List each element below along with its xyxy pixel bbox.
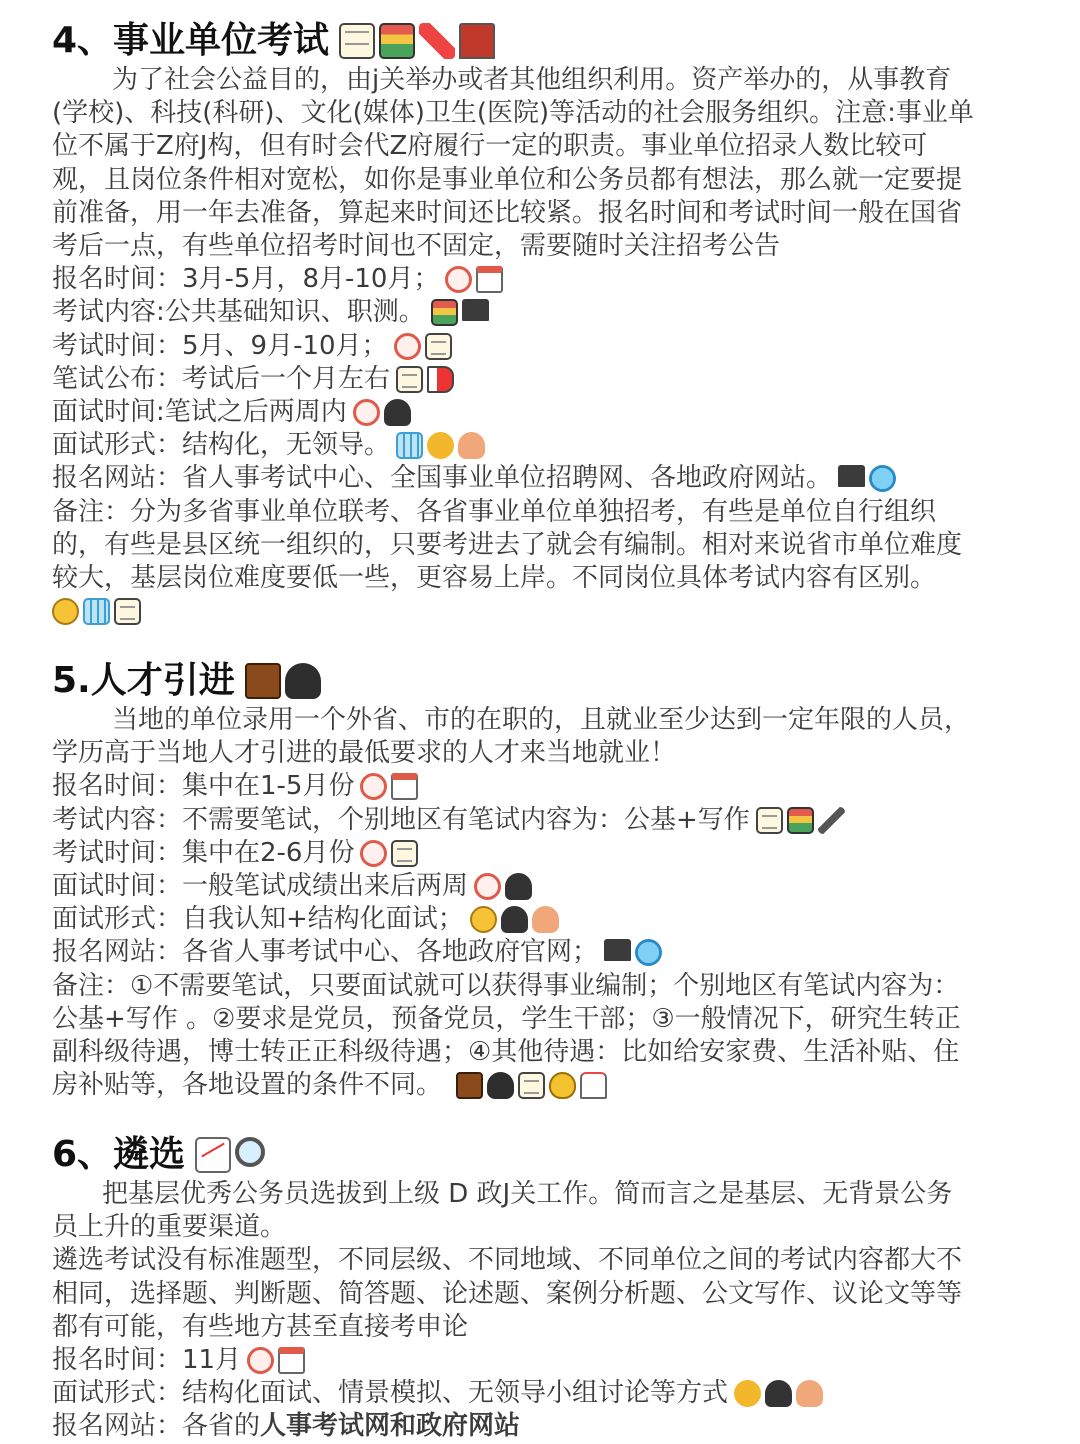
house-icon	[580, 1072, 607, 1099]
laptop-icon	[462, 299, 489, 321]
info-item: 面试形式：结构化，无领导。	[52, 429, 1030, 462]
intro-line: 位不属于Z府J构，但有时会代Z府履行一定的职责。事业单位招录人数比较可	[52, 131, 928, 162]
body-line: 都有可能，有些地方甚至直接考申论	[52, 1311, 469, 1342]
detective-icon	[765, 1380, 792, 1407]
woman-gesturing-icon	[532, 906, 559, 933]
info-item: 面试形式：结构化面试、情景模拟、无领导小组讨论等方式	[52, 1377, 1030, 1410]
books-icon	[379, 23, 415, 59]
alarm-clock-icon	[474, 873, 501, 900]
detective-icon	[505, 873, 532, 900]
memo-icon	[425, 333, 452, 360]
intro-line: (学校)、科技(科研)、文化(媒体)卫生(医院)等活动的社会服务组织。注意:事业单	[52, 98, 974, 129]
books-icon	[787, 807, 814, 834]
info-item: 笔试公布：考试后一个月左右	[52, 363, 1030, 396]
briefcase-icon	[456, 1072, 483, 1099]
school-icon	[459, 23, 495, 59]
section-title-text: 5.人才引进	[52, 660, 235, 701]
calendar-icon	[278, 1347, 305, 1374]
alarm-clock-icon	[247, 1347, 274, 1374]
section-title	[52, 658, 1030, 704]
syringe-icon	[419, 23, 455, 59]
info-item: 考试时间：5月、9月-10月；	[52, 330, 1030, 363]
note-icons-line	[52, 595, 1030, 628]
body-line: 遴选考试没有标准题型，不同层级、不同地域、不同单位之间的考试内容都大不	[52, 1245, 963, 1276]
alarm-clock-icon	[445, 266, 472, 293]
info-item: 考试内容：不需要笔试，个别地区有笔试内容为：公基+写作	[52, 804, 1030, 837]
intro-line: 当地的单位录用一个外省、市的在职的，且就业至少达到一定年限的人员，	[112, 705, 971, 735]
woman-gesturing-icon	[458, 432, 485, 459]
alarm-clock-icon	[394, 333, 421, 360]
note-line: 备注：①不需要笔试，只要面试就可以获得事业编制；个别地区有笔试内容为：	[52, 970, 960, 1001]
magnifying-glass-icon	[235, 1137, 265, 1167]
alarm-clock-icon	[360, 773, 387, 800]
chart-increasing-icon	[195, 1137, 231, 1173]
section-public-institution-exam	[52, 18, 1030, 628]
alarm-clock-icon	[360, 840, 387, 867]
woman-gesturing-icon	[796, 1380, 823, 1407]
info-item: 报名时间：11月	[52, 1344, 1030, 1377]
info-item: 面试时间：一般笔试成绩出来后两周	[52, 870, 1030, 903]
section-title	[52, 18, 1030, 64]
intro-line: 前准备，用一年去准备，算起来时间还比较紧。报名时间和考试时间一般在国省	[52, 197, 963, 228]
pencil-icon	[818, 807, 845, 834]
info-item: 报名网站：各省的人事考试网和政府网站	[52, 1411, 521, 1442]
calendar-icon	[391, 773, 418, 800]
thinking-face-icon	[52, 598, 79, 625]
calendar-icon	[476, 266, 503, 293]
memo-icon	[518, 1072, 545, 1099]
office-building-icon	[83, 598, 110, 625]
alarm-clock-icon	[353, 399, 380, 426]
yellow-heart-icon	[427, 432, 454, 459]
info-item: 考试时间：集中在2-6月份	[52, 837, 1030, 870]
memo-icon	[756, 807, 783, 834]
globe-icon	[869, 465, 896, 492]
section-title	[52, 1132, 1030, 1178]
briefcase-icon	[245, 663, 281, 699]
laptop-icon	[604, 939, 631, 961]
megaphone-icon	[427, 366, 454, 393]
note-line: 房补贴等，各地设置的条件不同。	[52, 1069, 1030, 1102]
people-silhouette-icon	[285, 663, 321, 699]
memo-icon	[391, 840, 418, 867]
note-line: 公基+写作 。②要求是党员，预备党员，学生干部；③一般情况下，研究生转正	[52, 1003, 961, 1034]
website-bold-text: 人事考试网和政府网站	[260, 1411, 521, 1442]
info-item: 面试形式：自我认知+结构化面试；	[52, 903, 1030, 936]
intro-line: 考后一点，有些单位招考时间也不固定，需要随时关注招考公告	[52, 231, 781, 262]
section-talent-introduction	[52, 658, 1030, 1102]
memo-icon	[339, 23, 375, 59]
thinking-face-icon	[470, 906, 497, 933]
office-building-icon	[396, 432, 423, 459]
info-item: 面试时间:笔试之后两周内	[52, 396, 1030, 429]
info-item: 报名网站：省人事考试中心、全国事业单位招聘网、各地政府网站。	[52, 462, 1030, 495]
info-item: 报名时间：3月-5月，8月-10月；	[52, 263, 1030, 296]
body-line: 相同，选择题、判断题、简答题、论述题、案例分析题、公文写作、议论文等等	[52, 1278, 963, 1309]
laptop-icon	[838, 465, 865, 487]
note-line: 较大，基层岗位难度要低一些，更容易上岸。不同岗位具体考试内容有区别。	[52, 563, 937, 594]
info-item: 报名时间：集中在1-5月份	[52, 770, 1030, 803]
detective-icon	[384, 399, 411, 426]
yellow-heart-icon	[734, 1380, 761, 1407]
intro-line: 员上升的重要渠道。	[52, 1212, 287, 1243]
globe-icon	[635, 939, 662, 966]
memo-icon	[396, 366, 423, 393]
section-selection	[52, 1132, 1030, 1444]
people-silhouette-icon	[487, 1072, 514, 1099]
money-bag-icon	[549, 1072, 576, 1099]
intro-line: 为了社会公益目的，由j关举办或者其他组织利用。资产举办的，从事教育	[112, 65, 952, 95]
section-title-text: 6、遴选	[52, 1134, 186, 1175]
books-icon	[431, 299, 458, 326]
intro-line: 观，且岗位条件相对宽松，如你是事业单位和公务员都有想法，那么就一定要提	[52, 164, 963, 195]
memo-icon	[114, 598, 141, 625]
note-line: 备注：分为多省事业单位联考、各省事业单位单独招考，有些是单位自行组织	[52, 496, 937, 527]
info-item: 报名网站：各省人事考试中心、各地政府官网；	[52, 936, 1030, 969]
intro-line: 把基层优秀公务员选拔到上级 D 政J关工作。简而言之是基层、无背景公务	[102, 1179, 953, 1209]
note-line: 副科级待遇，博士转正正科级待遇；④其他待遇：比如给安家费、生活补贴、住	[52, 1037, 960, 1068]
note-line: 的，有些是县区统一组织的，只要考进去了就会有编制。相对来说省市单位难度	[52, 529, 963, 560]
section-title-text: 4、事业单位考试	[52, 20, 330, 61]
info-item: 考试内容:公共基础知识、职测。	[52, 296, 1030, 329]
intro-line: 学历高于当地人才引进的最低要求的人才来当地就业！	[52, 738, 677, 769]
detective-icon	[501, 906, 528, 933]
